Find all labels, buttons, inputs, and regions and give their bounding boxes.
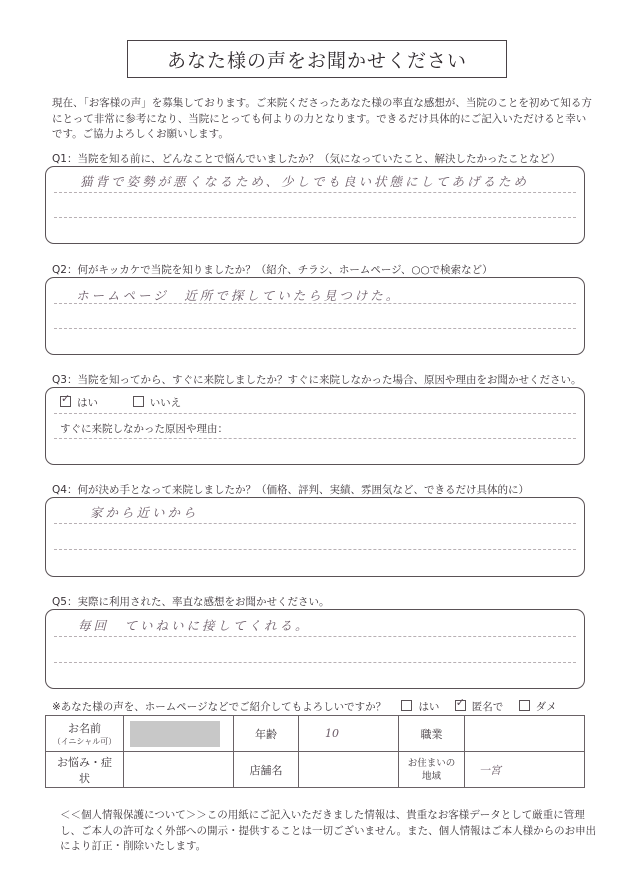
job-label: 職業	[399, 716, 465, 752]
visit-options	[60, 395, 181, 410]
rule-line	[54, 549, 576, 550]
no-checkbox[interactable]	[133, 396, 144, 407]
rule-line	[54, 662, 576, 663]
permission-no-label: ダメ	[535, 701, 557, 713]
area-label	[399, 752, 465, 788]
age-label: 年齢	[234, 716, 299, 752]
permission-yes-label: はい	[418, 701, 440, 713]
rule-line	[54, 192, 576, 193]
answer-box-3[interactable]	[45, 387, 585, 465]
age-field[interactable]: 10	[299, 716, 399, 752]
intro-text: 現在、「お客様の声」を募集しております。ご来院くださったあなた様の率直な感想が、当院のことを初めて知る方にとって非常に参考になり、当院にとっても何よりの力となります。できるだけ具体的にご記入いただけると幸いです。ご協力よろしくお願いします。	[52, 97, 592, 140]
store-field[interactable]	[299, 752, 399, 788]
permission-question: ※あなた様の声を、ホームページなどでご紹介してもよろしいですか？	[52, 701, 387, 713]
permission-anon-label: 匿名で	[471, 701, 504, 713]
symptom-label: お悩み・症状	[46, 752, 124, 788]
answer-2-text: ホームページ 近所で探していたら見つけた。	[76, 288, 402, 303]
answer-box-2[interactable]	[45, 277, 585, 355]
answer-box-4[interactable]	[45, 497, 585, 577]
reason-label: すぐに来院しなかった原因や理由：	[60, 423, 228, 435]
rule-line	[54, 636, 576, 637]
job-field[interactable]	[465, 716, 585, 752]
privacy-notice: ＜＜個人情報保護について＞＞この用紙にご記入いただきました情報は、貴重なお客様データとして厳重に管理し、ご本人の許可なく外部への開示・提供することは一切ございません。また、個人情報はご本人様からのお申出により訂正・削除いたします。	[60, 809, 597, 852]
permission-yes-checkbox[interactable]	[401, 700, 412, 711]
area-field[interactable]: 一宮	[465, 752, 585, 788]
no-label: いいえ	[149, 397, 182, 409]
name-field[interactable]	[124, 716, 234, 752]
publish-permission	[52, 699, 557, 714]
store-label: 店舗名	[234, 752, 299, 788]
rule-line	[54, 328, 576, 329]
yes-label: はい	[77, 397, 98, 409]
info-table	[45, 715, 585, 788]
question-1-label: Q1：当院を知る前に、どんなことで悩んでいましたか？（気になっていたこと、解決したかったことなど）	[52, 153, 561, 165]
form-title: あなた様の声をお聞かせください	[127, 40, 507, 78]
name-label-cell	[46, 716, 124, 752]
answer-5-text: 毎回 ていねいに接してくれる。	[78, 618, 311, 633]
redacted-name	[130, 721, 220, 747]
answer-4-text: 家から近いから	[90, 505, 199, 520]
answer-1-text: 猫背で姿勢が悪くなるため、少しでも良い状態にしてあげるため	[80, 174, 530, 189]
question-5-label: Q5：実際に利用された、率直な感想をお聞かせください。	[52, 596, 330, 608]
name-label: お名前	[68, 722, 101, 735]
question-2-label: Q2：何がキッカケで当院を知りましたか？（紹介、チラシ、ホームページ、○○で検索など）	[52, 264, 493, 276]
answer-box-5[interactable]	[45, 609, 585, 689]
answer-box-1[interactable]	[45, 166, 585, 244]
area-label-text: お住まいの地域	[407, 757, 456, 782]
yes-checkbox[interactable]	[60, 396, 71, 407]
permission-anon-checkbox[interactable]	[455, 700, 466, 711]
question-4-label: Q4：何が決め手となって来院しましたか？（価格、評判、実績、雰囲気など、できるだけ具体的に）	[52, 484, 529, 496]
rule-line	[54, 413, 576, 414]
symptom-field[interactable]	[124, 752, 234, 788]
rule-line	[54, 217, 576, 218]
rule-line	[54, 438, 576, 439]
permission-no-checkbox[interactable]	[519, 700, 530, 711]
name-sub-label: （イニシャル可）	[52, 737, 117, 746]
question-3-label: Q3：当院を知ってから、すぐに来院しましたか？すぐに来院しなかった場合、原因や理由をお聞かせください。	[52, 374, 582, 386]
rule-line	[54, 523, 576, 524]
